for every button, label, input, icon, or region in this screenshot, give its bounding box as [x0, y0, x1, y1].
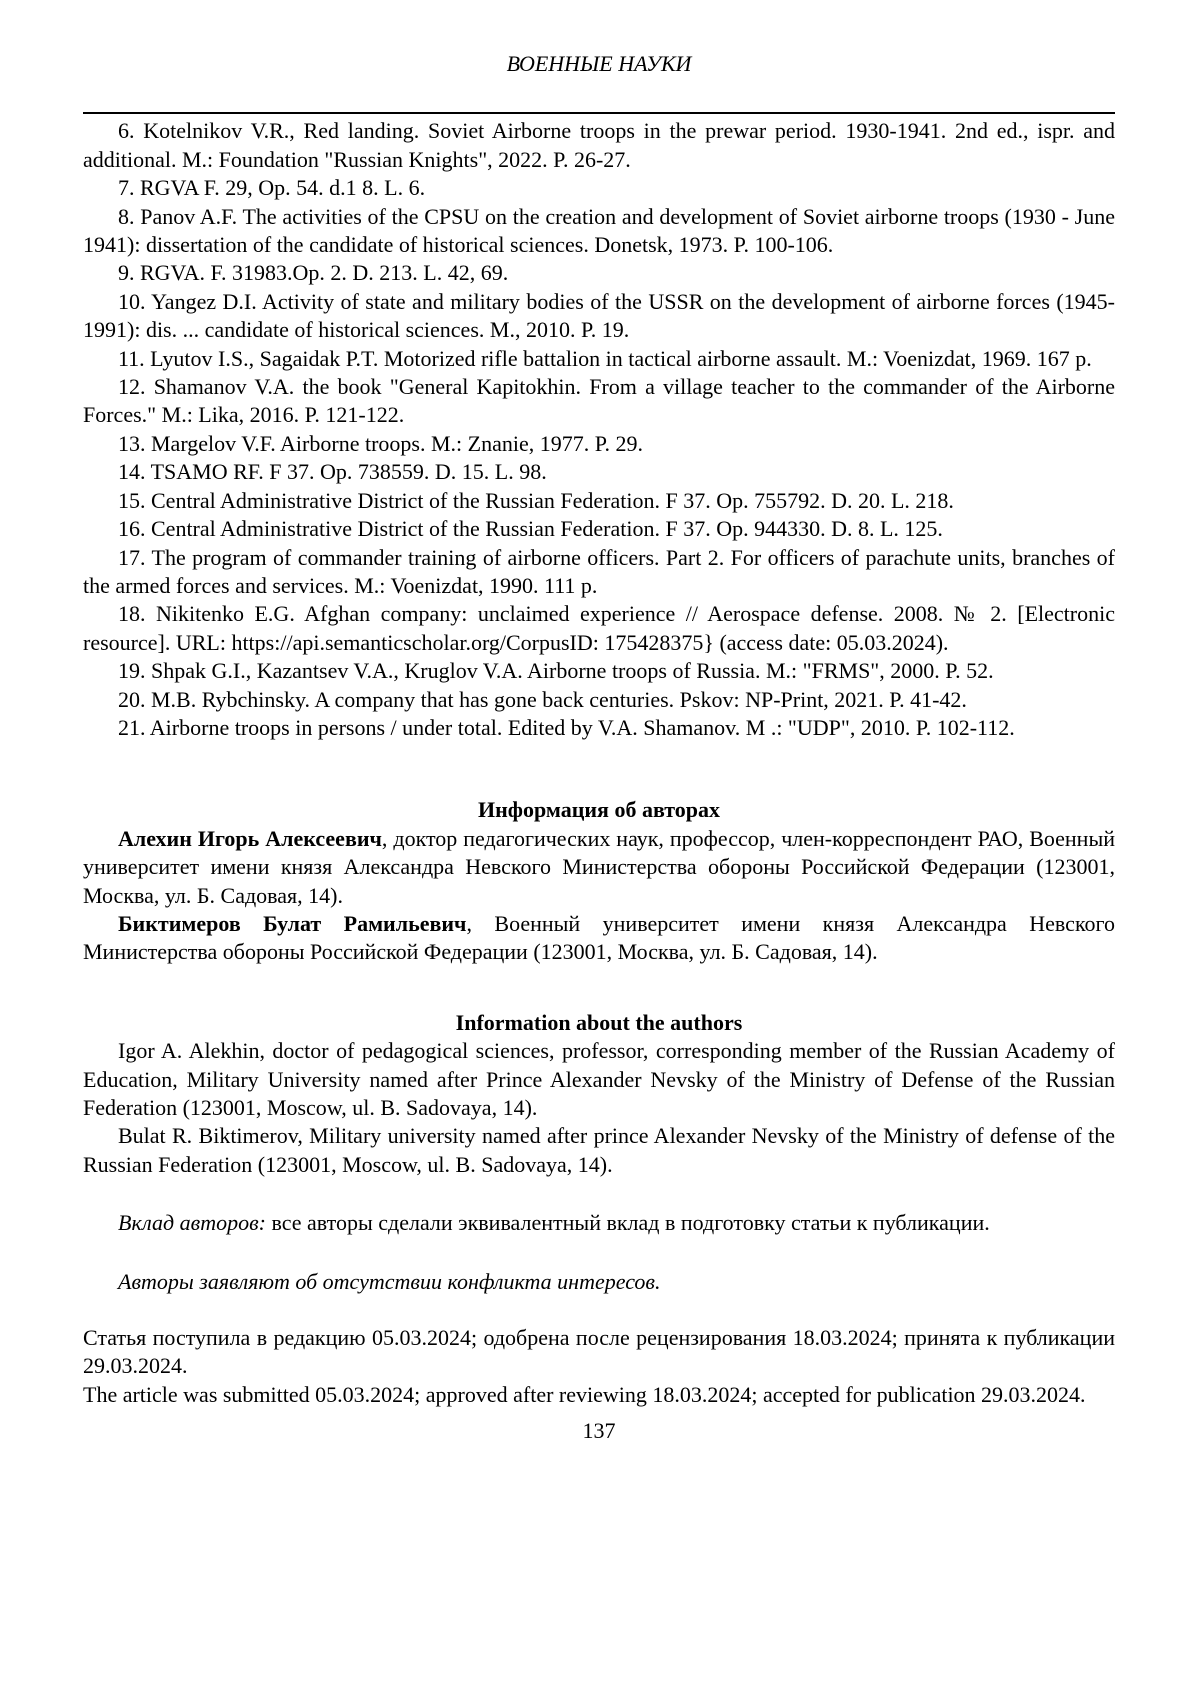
authors-info-ru-heading: Информация об авторах [477, 797, 721, 823]
reference-item: 6. Kotelnikov V.R., Red landing. Soviet Airborne troops in the prewar period. 1930-1941. 2nd ed., ispr. and additional. M.: Foundation "Russian Knights", 2022. P. 26-27. [83, 118, 1115, 172]
author-name: Алехин Игорь Алексеевич [118, 825, 382, 851]
reference-item: 15. Central Administrative District of the Russian Federation. F 37. Op. 755792. D. 20. L. 218. [118, 487, 954, 513]
authors-info-ru-section [83, 825, 1115, 967]
page-number: 137 [582, 1418, 616, 1444]
author-details: , Военный университет имени князя Александра Невского Министерства обороны Российской Федерации (123001, Москва, ул. Б. Садовая, 14). [83, 910, 1115, 965]
reference-item: 7. RGVA F. 29, Op. 54. d.1 8. L. 6. [118, 175, 426, 201]
reference-item: 19. Shpak G.I., Kazantsev V.A., Kruglov V.A. Airborne troops of Russia. M.: "FRMS", 2000. P. 52. [118, 658, 994, 684]
reference-item: 13. Margelov V.F. Airborne troops. M.: Znanie, 1977. P. 29. [118, 430, 644, 456]
submission-dates-ru: Статья поступила в редакцию 05.03.2024; одобрена после рецензирования 18.03.2024; принята к публикации 29.03.2024. [83, 1325, 1115, 1379]
reference-item: 8. Panov A.F. The activities of the CPSU on the creation and development of Soviet airborne troops (1930 - June 1941): dissertation of the candidate of historical sciences. Donetsk, 1973. P. 100-106. [83, 203, 1115, 258]
author-name: Биктимеров Булат Рамильевич [118, 910, 467, 936]
author-details: , доктор педагогических наук, профессор, член-корреспондент РАО, Военный университет имени князя Александра Невского Министерства обороны Российской Федерации (123001, Москва, ул. Б. Садовая, 14). [83, 825, 1116, 908]
reference-item: 9. RGVA. F. 31983.Op. 2. D. 213. L. 42, 69. [118, 260, 509, 286]
author-en-paragraph: Bulat R. Biktimerov, Military university named after prince Alexander Nevsky of the Ministry of defense of the Russian Federation (123001, Moscow, ul. B. Sadovaya, 14). [83, 1123, 1115, 1177]
contribution-label: Вклад авторов: [118, 1210, 266, 1236]
reference-item: 12. Shamanov V.A. the book "General Kapitokhin. From a village teacher to the commander of the Airborne Forces." M.: Lika, 2016. P. 121-122. [83, 374, 1115, 428]
header-rule [83, 112, 1115, 114]
reference-item: 21. Airborne troops in persons / under total. Edited by V.A. Shamanov. M .: "UDP", 2010. P. 102-112. [118, 714, 1015, 740]
reference-item: 11. Lyutov I.S., Sagaidak P.T. Motorized rifle battalion in tactical airborne assault. M.: Voenizdat, 1969. 167 p. [118, 345, 1092, 371]
contribution-note [83, 1209, 1115, 1237]
reference-item: 10. Yangez D.I. Activity of state and military bodies of the USSR on the development of airborne forces (1945-1991): dis. ... candidate of historical sciences. M., 2010. P. 19. [83, 288, 1115, 343]
conflict-note: Авторы заявляют об отсутствии конфликта интересов. [118, 1268, 661, 1294]
author-ru-paragraph [83, 825, 1115, 910]
references-section [83, 117, 1115, 742]
reference-item: 17. The program of commander training of airborne officers. Part 2. For officers of parachute units, branches of the armed forces and services. M.: Voenizdat, 1990. 111 p. [83, 544, 1115, 598]
submission-dates-en: The article was submitted 05.03.2024; approved after reviewing 18.03.2024; accepted for publication 29.03.2024. [83, 1381, 1086, 1407]
authors-info-en-heading: Information about the authors [455, 1009, 743, 1035]
reference-item: 14. TSAMO RF. F 37. Op. 738559. D. 15. L. 98. [118, 459, 547, 485]
author-en-paragraph: Igor A. Alekhin, doctor of pedagogical sciences, professor, corresponding member of the Russian Academy of Education, Military University named after Prince Alexander Nevsky of the Ministry of Defense of the Russian Federation (123001, Moscow, ul. B. Sadovaya, 14). [83, 1038, 1115, 1120]
reference-item: 18. Nikitenko E.G. Afghan company: unclaimed experience // Aerospace defense. 2008. № 2. [Electronic resource]. URL: https://api.semanticscholar.org/CorpusID: 175428375} (access date: 05.03.2024). [83, 601, 1115, 655]
author-ru-paragraph [83, 910, 1115, 967]
authors-info-en-section [83, 1037, 1115, 1179]
reference-item: 20. M.B. Rybchinsky. A company that has gone back centuries. Pskov: NP-Print, 2021. P. 41-42. [118, 686, 967, 712]
contribution-text: все авторы сделали эквивалентный вклад в подготовку статьи к публикации. [265, 1210, 990, 1236]
running-head: ВОЕННЫЕ НАУКИ [506, 51, 692, 76]
reference-item: 16. Central Administrative District of the Russian Federation. F 37. Op. 944330. D. 8. L. 125. [118, 516, 943, 542]
